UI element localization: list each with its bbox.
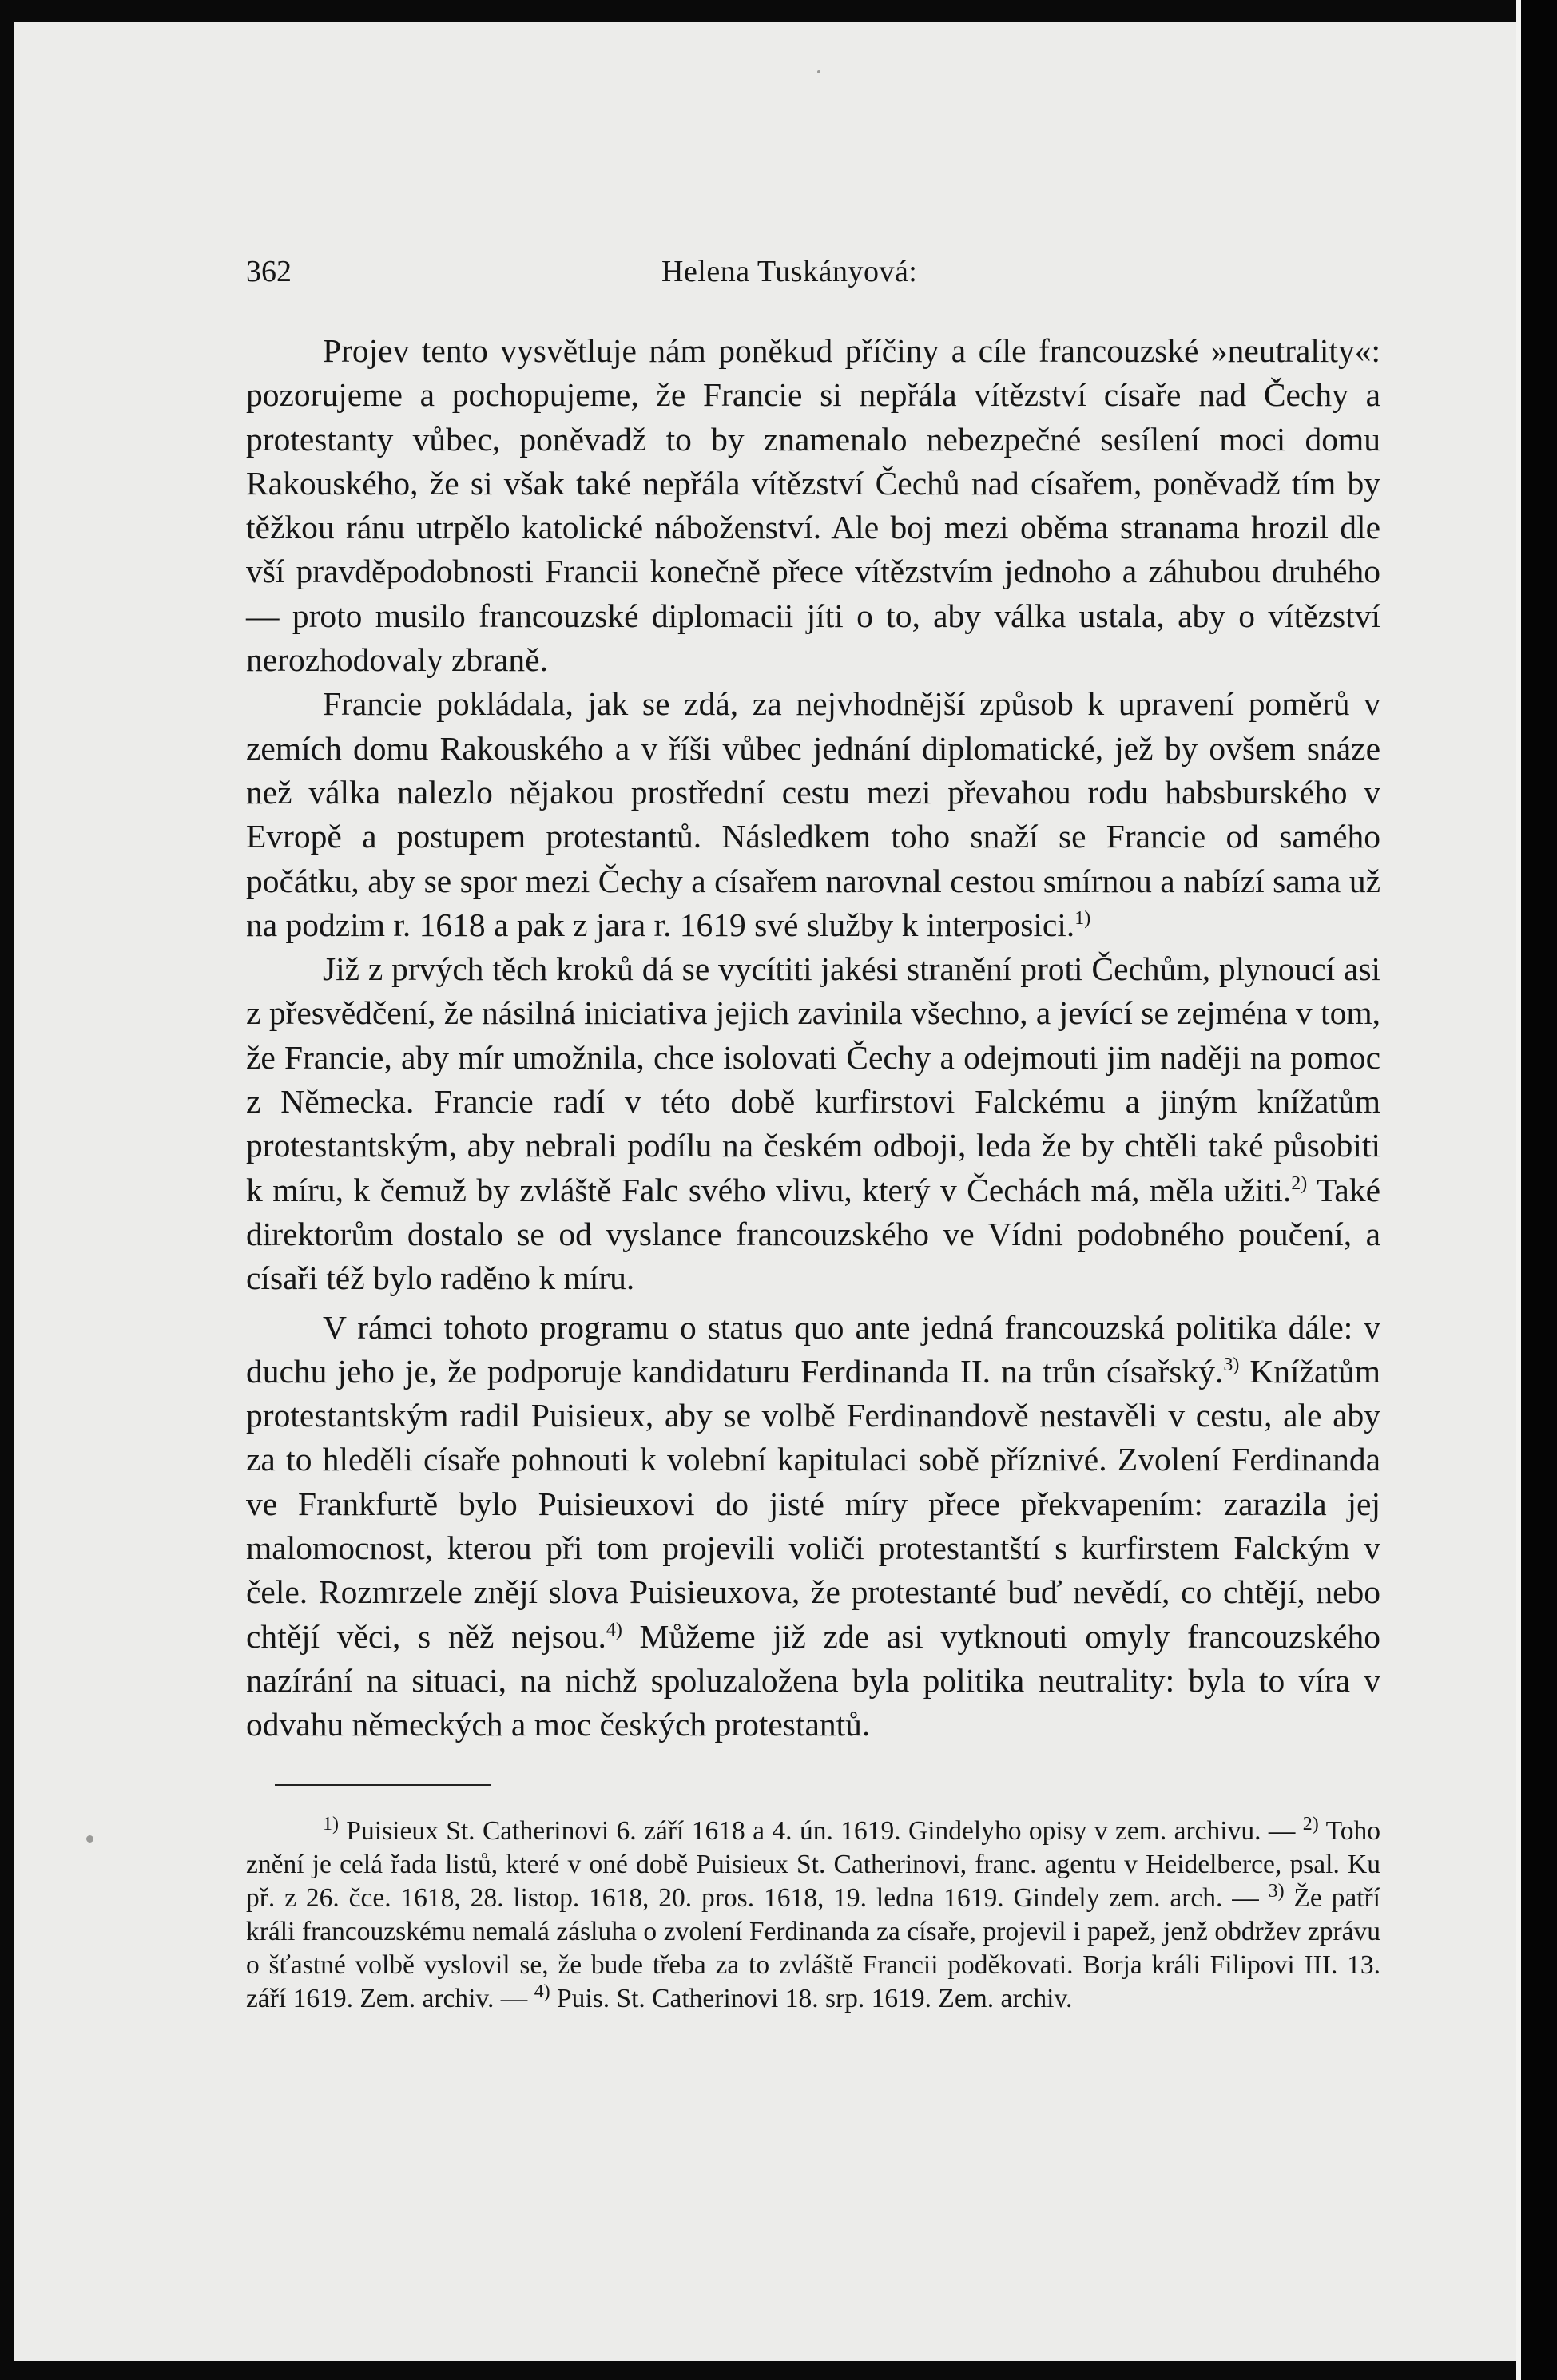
footnote-text: Že patří králi francouzskému nemalá zásluha o zvolení Ferdinanda za císaře, projevil i papež, jenž obdržev zprávu o šťastné volbě vyslovil se, že bude třeba za to zvláště Francii poděkovati. Borja králi Filipovi III. 13. září 1619. Zem. archiv. — <box>246 1882 1380 2013</box>
paragraph <box>246 947 1380 1300</box>
paragraph <box>246 1306 1380 1747</box>
footnote-marker: 4) <box>534 1981 550 2002</box>
paragraph-text: Můžeme již zde asi vytknouti omyly francouzského nazírání na situaci, na nichž spoluzaložena byla politika neutrality: byla to víra v odvahu německých a moc českých protestantů. <box>246 1617 1380 1743</box>
footnote-marker: 1) <box>323 1813 339 1835</box>
scan-border <box>1521 0 1557 2380</box>
page-number: 362 <box>246 255 292 288</box>
footnote-ref: 3) <box>1223 1355 1240 1375</box>
footnotes <box>246 1815 1380 2016</box>
running-title: Helena Tuskányová: <box>661 255 918 288</box>
paragraph-text: Francie pokládala, jak se zdá, za nejvhodnější způsob k upravení poměrů v zemích domu Rakouského a v říši vůbec jednání diplomatické, jež by ovšem snáze než válka nalezlo nějakou prostřední cestu mezi převahou rodu habsburského v Evropě a postupem protestantů. Následkem toho snaží se Francie od samého počátku, aby se spor mezi Čechy a císařem narovnal cestou smírnou a nabízí sama už na podzim r. 1618 a pak z jara r. 1619 své služby k interposici. <box>246 685 1380 943</box>
footnote-marker: 3) <box>1268 1880 1285 1902</box>
footnote-text: Puisieux St. Catherinovi 6. září 1618 a 4. ún. 1619. Gindelyho opisy v zem. archivu. — <box>339 1815 1303 1846</box>
footnote-ref: 1) <box>1074 908 1091 930</box>
body-text <box>246 329 1380 1747</box>
running-head <box>246 254 1380 302</box>
paragraph <box>246 682 1380 947</box>
footnote-divider <box>275 1784 491 1786</box>
paragraph-text: Knížatům protestantským radil Puisieux, aby se volbě Ferdinandově nestavěli v cestu, ale aby za to hleděli císaře pohnouti k volební kapitulaci sobě příznivé. Zvolení Ferdinanda ve Frankfurtě bylo Puisieuxovi do jisté míry přece překvapením: zarazila jej malomocnost, kterou při tom projevili voliči protestantští s kurfirstem Falckým v čele. Rozmrzele znějí slova Puisieuxova, že protestanté buď nevědí, co chtějí, nebo chtějí věci, s něž nejsou. <box>246 1352 1380 1655</box>
footnote-ref: 4) <box>606 1619 622 1640</box>
footnote-ref: 2) <box>1291 1172 1308 1194</box>
scanned-page <box>14 22 1516 2361</box>
speck <box>817 70 820 73</box>
page-content <box>246 254 1380 2016</box>
paragraph-text: V rámci tohoto programu o status quo ante jedná francouzská politika dále: v duchu jeho je, že podporuje kandidaturu Ferdinanda II. na trůn císařský. <box>246 1308 1380 1390</box>
footnote-text: Toho znění je celá řada listů, které v oné době Puisieux St. Catherinovi, franc. agentu v Heidelberce, psal. Ku př. z 26. čce. 1618, 28. listop. 1618, 20. pros. 1618, 19. ledna 1619. Gindely zem. arch. — <box>246 1815 1380 1913</box>
paragraph-text: Již z prvých těch kroků dá se vycítiti jakési stranění proti Čechům, plynoucí asi z přesvědčení, že násilná iniciativa jejich zavinila všechno, a jevící se zejména v tom, že Francie, aby mír umožnila, chce isolovati Čechy a odejmouti jim naději na pomoc z Německa. Francie radí v této době kurfirstovi Falckému a jiným knížatům protestantským, aby nebrali podílu na českém odboji, leda že by chtěli také působiti k míru, k čemuž by zvláště Falc svého vlivu, který v Čechách má, měla užiti. <box>246 950 1380 1208</box>
speck <box>86 1835 93 1843</box>
footnote-marker: 2) <box>1302 1813 1319 1835</box>
paragraph-text: Také direktorům dostalo se od vyslance francouzského ve Vídni podobného poučení, a císaři též bylo raděno k míru. <box>246 1171 1380 1297</box>
footnote-text: Puis. St. Catherinovi 18. srp. 1619. Zem. archiv. <box>550 1983 1073 2013</box>
paragraph: Projev tento vysvětluje nám poněkud příčiny a cíle francouzské »neutrality«: pozorujeme a pochopujeme, že Francie si nepřála vítězství císaře nad Čechy a protestanty vůbec, poněvadž to by znamenalo nebezpečné sesílení moci domu Rakouského, že si však také nepřála vítězství Čechů nad císařem, poněvadž tím by těžkou ránu utrpělo katolické náboženství. Ale boj mezi oběma stranama hrozil dle vší pravděpodobnosti Francii konečně přece vítězstvím jednoho a záhubou druhého — proto musilo francouzské diplomacii jíti o to, aby válka ustala, aby o vítězství nerozhodovaly zbraně. <box>246 332 1380 679</box>
